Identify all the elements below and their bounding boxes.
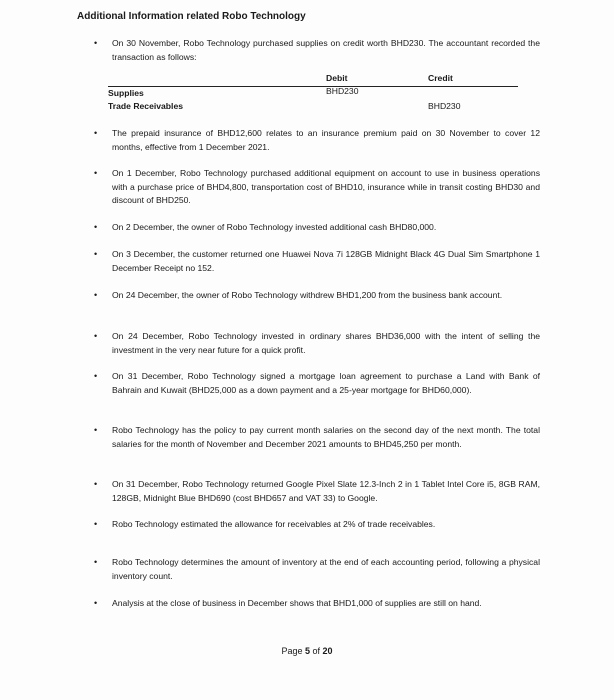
item-text: Analysis at the close of business in December shows that BHD1,000 of supplies are still on hand. [112, 598, 482, 608]
footer-prefix: Page [281, 646, 305, 656]
intro-text: On 30 November, Robo Technology purchased supplies on credit worth BHD230. The accountant recorded the transaction as follows: [112, 38, 540, 62]
item-text: On 1 December, Robo Technology purchased additional equipment on account to use in business operations with a purchase price of BHD4,800, transportation cost of BHD10, insurance while in transit costing BHD30 and discount of BHD250. [112, 168, 540, 205]
bullet-icon: • [94, 371, 98, 381]
credit-header: Credit [428, 73, 453, 83]
bullet-icon: • [94, 38, 98, 48]
list-item [94, 248, 540, 275]
account-trade-receivables: Trade Receivables [108, 101, 184, 111]
footer-middle: of [310, 646, 323, 656]
item-text: Robo Technology has the policy to pay current month salaries on the second day of the next month. The total salaries for the month of November and December 2021 amounts to BHD45,250 per month. [112, 425, 540, 449]
debit-amount: BHD230 [326, 86, 359, 96]
bullet-icon: • [94, 331, 98, 341]
item-text: Robo Technology determines the amount of inventory at the end of each accounting period, following a physical inventory count. [112, 557, 540, 581]
list-item [94, 478, 540, 505]
list-item [94, 127, 540, 154]
list-item [94, 289, 540, 303]
list-item [94, 597, 540, 611]
bullet-icon: • [94, 557, 98, 567]
page-footer [0, 646, 614, 656]
list-item [94, 37, 540, 64]
list-item [94, 221, 540, 235]
list-item [94, 167, 540, 208]
credit-amount: BHD230 [428, 101, 461, 111]
bullet-icon: • [94, 168, 98, 178]
bullet-icon: • [94, 249, 98, 259]
list-item [94, 330, 540, 357]
header-rule [108, 86, 518, 87]
list-item [94, 518, 540, 532]
bullet-icon: • [94, 479, 98, 489]
item-text: The prepaid insurance of BHD12,600 relates to an insurance premium paid on 30 November to cover 12 months, effective from 1 December 2021. [112, 128, 540, 152]
item-text: On 3 December, the customer returned one Huawei Nova 7i 128GB Midnight Black 4G Dual Sim Smartphone 1 December Receipt no 152. [112, 249, 540, 273]
bullet-icon: • [94, 598, 98, 608]
list-item [94, 556, 540, 583]
bullet-icon: • [94, 519, 98, 529]
item-text: On 31 December, Robo Technology signed a mortgage loan agreement to purchase a Land with Bank of Bahrain and Kuwait (BHD25,000 as a down payment and a 25-year mortgage for BHD60,000). [112, 371, 540, 395]
bullet-icon: • [94, 222, 98, 232]
page-total: 20 [322, 646, 333, 656]
list-item [94, 370, 540, 397]
item-text: On 24 December, the owner of Robo Technology withdrew BHD1,200 from the business bank account. [112, 290, 503, 300]
item-text: On 2 December, the owner of Robo Technology invested additional cash BHD80,000. [112, 222, 437, 232]
account-supplies: Supplies [108, 88, 144, 98]
bullet-icon: • [94, 290, 98, 300]
item-text: Robo Technology estimated the allowance for receivables at 2% of trade receivables. [112, 519, 436, 529]
list-item [94, 424, 540, 451]
debit-header: Debit [326, 73, 348, 83]
bullet-icon: • [94, 128, 98, 138]
section-title: Additional Information related Robo Technology [77, 11, 306, 22]
item-text: On 31 December, Robo Technology returned Google Pixel Slate 12.3-Inch 2 in 1 Tablet Intel Core i5, 8GB RAM, 128GB, Midnight Blue BHD690 (cost BHD657 and VAT 33) to Google. [112, 479, 540, 503]
item-text: On 24 December, Robo Technology invested in ordinary shares BHD36,000 with the intent of selling the investment in the very near future for a quick profit. [112, 331, 540, 355]
page-current: 5 [304, 646, 310, 656]
bullet-icon: • [94, 425, 98, 435]
